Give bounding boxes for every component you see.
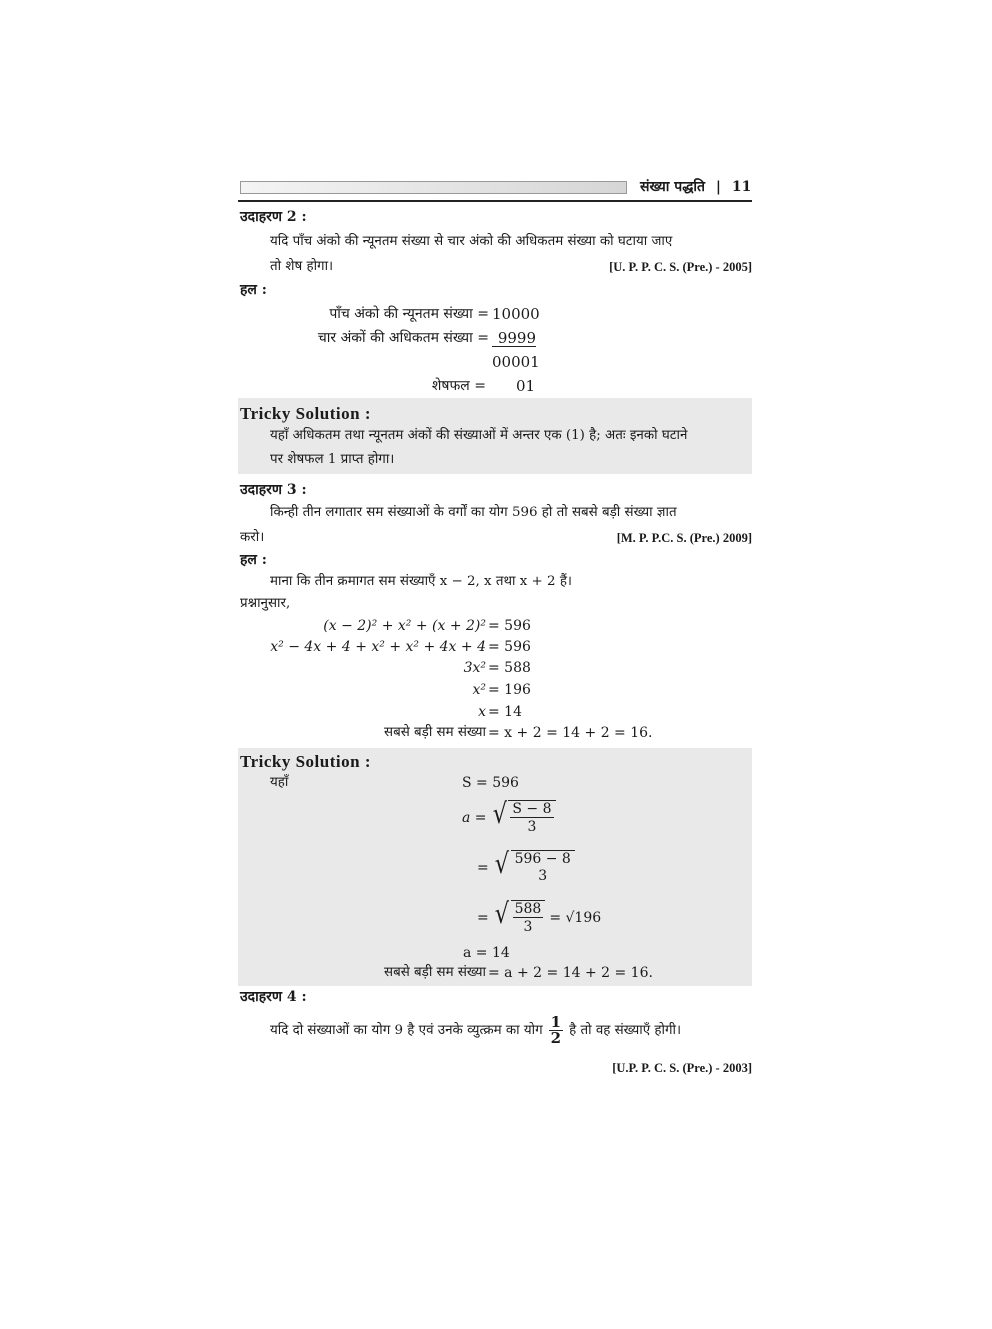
ex2-row-value: 01: [516, 377, 536, 395]
fraction-denominator: 3: [523, 919, 533, 935]
example-4-question: [270, 1015, 681, 1046]
equation-lhs: सबसे बड़ी सम संख्या: [384, 725, 486, 740]
tricky-step-3: [477, 897, 602, 936]
example-2-question-line2: तो शेष होगा।: [270, 259, 334, 274]
ex2-row-value: 00001: [492, 353, 540, 371]
ex2-row-label: पाँच अंको की न्यूनतम संख्या =: [329, 306, 489, 322]
ex2-row-value: 9999: [492, 331, 536, 347]
chapter-title: संख्या पद्धति: [640, 179, 706, 195]
tricky-solution-line2: पर शेषफल 1 प्राप्त होगा।: [270, 452, 395, 467]
equation-rhs: = x + 2 = 14 + 2 = 16.: [488, 725, 653, 741]
example-2-heading: उदाहरण 2 :: [240, 209, 307, 225]
ex2-row-label: शेषफल =: [431, 378, 486, 394]
fraction-numerator: 596 − 8: [514, 851, 571, 867]
tricky-here-label: यहाँ: [270, 775, 289, 790]
tricky-final-lhs: सबसे बड़ी सम संख्या: [384, 965, 486, 980]
example-3-heading: उदाहरण 3 :: [240, 482, 307, 498]
radical-icon: √: [494, 847, 509, 880]
tricky-a-formula: [462, 797, 556, 836]
equation-lhs: 3x²: [463, 660, 486, 676]
ex2-row-value: 10000: [492, 305, 540, 323]
page-number: 11: [731, 179, 752, 195]
tricky-solution-title: Tricky Solution :: [240, 404, 371, 423]
example-4-heading: उदाहरण 4 :: [240, 989, 307, 1005]
square-root: [491, 797, 556, 836]
equals-sign: =: [477, 859, 489, 876]
equation-rhs: = 196: [488, 682, 531, 698]
running-header: [640, 180, 751, 194]
example-3-question-line1: किन्ही तीन लगातार सम संख्याओं के वर्गों का योग 596 हो तो सबसे बड़ी संख्या ज्ञात: [270, 505, 677, 520]
radical-icon: √: [492, 797, 507, 830]
tricky-step-2: [477, 847, 575, 885]
equation-lhs: (x − 2)² + x² + (x + 2)²: [323, 618, 486, 634]
sqrt-196: = √196: [549, 910, 602, 926]
radical-icon: √: [494, 897, 509, 930]
equation-lhs: x² − 4x + 4 + x² + x² + 4x + 4: [270, 639, 486, 655]
fraction-numerator: 1: [550, 1013, 562, 1031]
example-3-solution-label: हल :: [240, 552, 267, 568]
example-3-question-line2: करो।: [240, 530, 265, 545]
square-root: [493, 897, 546, 936]
fraction-numerator: S − 8: [512, 801, 552, 817]
tricky-final-rhs: = a + 2 = 14 + 2 = 16.: [488, 965, 653, 981]
a-label: a =: [462, 810, 487, 826]
fraction-denominator: 3: [538, 868, 548, 884]
fraction-numerator: 588: [514, 901, 542, 917]
equation-lhs: x²: [472, 682, 486, 698]
example-2-question-line1: यदि पाँच अंको की न्यूनतम संख्या से चार अंको की अधिकतम संख्या को घटाया जाए: [270, 234, 673, 249]
header-separator: |: [715, 179, 721, 195]
tricky-solution-title: Tricky Solution :: [240, 752, 371, 771]
square-root: [493, 847, 575, 885]
fraction-denominator: 2: [550, 1029, 562, 1047]
equation-rhs: = 14: [488, 704, 522, 720]
equation-rhs: = 596: [488, 618, 531, 634]
equals-sign: =: [477, 910, 489, 926]
example-3-citation: [M. P. P.C. S. (Pre.) 2009]: [616, 531, 752, 545]
header-rule: [238, 200, 752, 202]
equation-rhs: = 596: [488, 639, 531, 655]
tricky-a-result: a = 14: [463, 945, 510, 961]
question-text: है तो वह संख्याएँ होगी।: [569, 1022, 682, 1038]
equation-lhs: x: [478, 704, 486, 720]
equation-rhs: = 588: [488, 660, 531, 676]
example-2-citation: [U. P. P. C. S. (Pre.) - 2005]: [609, 260, 752, 274]
example-4-citation: [U.P. P. C. S. (Pre.) - 2003]: [612, 1061, 752, 1075]
example-2-solution-label: हल :: [240, 282, 267, 298]
fraction-one-half: [549, 1015, 563, 1046]
header-decorative-bar: [240, 181, 627, 194]
fraction-denominator: 3: [527, 819, 537, 835]
ex2-row-label: चार अंकों की अधिकतम संख्या =: [317, 330, 489, 346]
example-3-according: प्रश्नानुसार,: [240, 596, 291, 611]
tricky-s-equation: S = 596: [462, 775, 519, 791]
tricky-solution-line1: यहाँ अधिकतम तथा न्यूनतम अंकों की संख्याओं में अन्तर एक (1) है; अतः इनको घटाने: [270, 428, 688, 443]
example-3-assumption: माना कि तीन क्रमागत सम संख्याएँ x − 2, x तथा x + 2 हैं।: [270, 574, 572, 589]
question-text: यदि दो संख्याओं का योग 9 है एवं उनके व्युत्क्रम का योग: [270, 1022, 543, 1038]
